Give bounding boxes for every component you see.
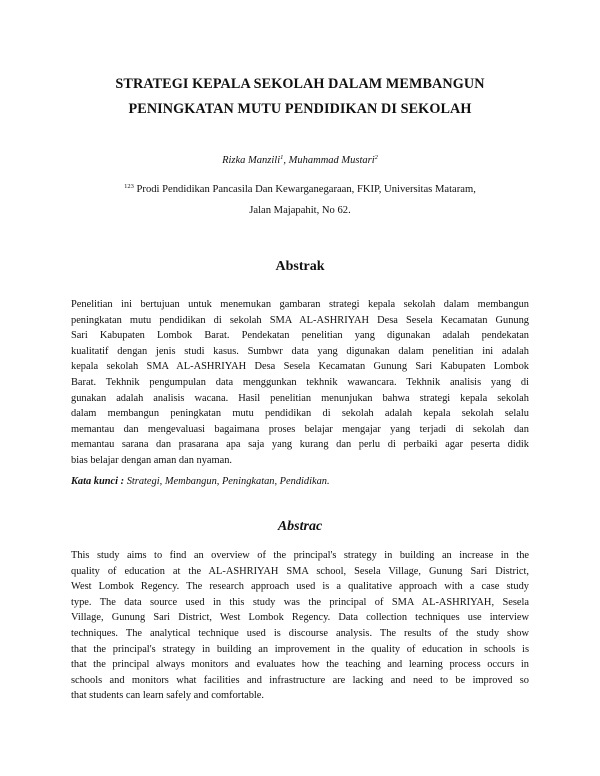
- title-line-1: STRATEGI KEPALA SEKOLAH DALAM MEMBANGUN: [115, 76, 485, 92]
- author-affiliation-marker: 1: [280, 154, 284, 161]
- affiliation: [0, 176, 600, 221]
- author-affiliation-marker: 2: [374, 154, 378, 161]
- abstract-heading: Abstrac: [277, 519, 323, 534]
- abstrak-heading: Abstrak: [275, 259, 325, 274]
- paragraph-line: that the principal always monitors and evaluates how the teaching and learning process occurs in: [71, 659, 529, 671]
- author-name: Muhammad Mustari: [288, 155, 375, 166]
- author-separator: ,: [283, 155, 289, 166]
- keywords-value: Strategi, Membangun, Peningkatan, Pendidikan.: [124, 476, 330, 487]
- affiliation-text: Prodi Pendidikan Pancasila Dan Kewarganegaraan, FKIP, Universitas Mataram,: [133, 184, 476, 195]
- paragraph-line: Barat. Tekhnik pengumpulan data menggunkan tekhnik wawancara. Tekhnik analisis yang di: [71, 376, 529, 388]
- paragraph-line: that students can learn safely and comfortable.: [71, 690, 265, 702]
- title-line-2: PENINGKATAN MUTU PENDIDIKAN DI SEKOLAH: [128, 101, 472, 117]
- paragraph-line: kepala sekolah SMA AL-ASHRIYAH Desa Sesela Kecamatan Gunung Sari Kabupaten Lombok: [71, 361, 529, 373]
- paragraph-line: that the principal's strategy in building an improvement in the quality of education in schools is: [71, 643, 529, 655]
- paragraph-line: techniques. The analytical technique used is discourse analysis. The results of the study show: [71, 627, 529, 639]
- paper-title: [40, 72, 560, 122]
- paragraph-line: Village, Gunung Sari District, West Lombok Regency. Data collection techniques use interview: [71, 612, 529, 624]
- paragraph-line: peningkatan mutu pendidikan di sekolah SMA AL-ASHRIYAH Desa Sesela Kecamatan Gunung: [71, 314, 529, 326]
- paragraph-line: dalam membangun peningkatan mutu pendidikan di sekolah adalah kepala sekolah selalu: [71, 408, 529, 420]
- affiliation-marker: 123: [124, 183, 134, 190]
- paragraph-line: type. The data source used in this study was the principal of SMA AL-ASHRIYAH, Sesela: [71, 596, 529, 608]
- affiliation-line-2: Jalan Majapahit, No 62.: [249, 205, 351, 216]
- paragraph-line: This study aims to find an overview of the principal's strategy in building an increase in the: [71, 550, 529, 561]
- paragraph-line: quality of education at the AL-ASHRIYAH SMA school, Sesela Village, Gunung Sari District,: [71, 565, 529, 577]
- paragraph-line: memantau sarana dan prasarana apa saja yang kurang dan perlu di perbaiki agar peserta didik: [71, 439, 529, 451]
- keywords-label: Kata kunci :: [71, 476, 125, 487]
- paragraph-line: gunakan adalah analisis wacana. Hasil penelitian menunjukan bahwa strategi kepala sekolah: [71, 392, 529, 404]
- paragraph-line: schools and monitors what facilities and infrastructure are lacking and need to be improved so: [71, 674, 529, 686]
- author-list: [0, 151, 600, 168]
- paragraph-line: kualitatif dengan jenis studi kasus. Sumbwr data yang digunakan dalam penelitian ini adalah: [71, 345, 529, 357]
- keywords: [71, 475, 330, 489]
- paragraph-line: West Lombok Regency. The research approach used is a qualitative approach with a case study: [71, 581, 529, 593]
- paragraph-line: bias belajar dengan aman dan nyaman.: [71, 454, 232, 466]
- abstrak-body: [71, 297, 529, 469]
- abstract-body: [71, 548, 529, 704]
- paragraph-line: memantau dan mengevaluasi bagaimana proses belajar mengajar yang terjadi di sekolah dan: [71, 423, 529, 435]
- paragraph-line: Sari Kabupaten Lombok Barat. Pendekatan penelitian yang digunakan adalah pendekatan: [71, 330, 529, 342]
- paragraph-line: Penelitian ini bertujuan untuk menemukan gambaran strategi kepala sekolah dalam membangun: [71, 299, 529, 310]
- affiliation-line-1: [0, 176, 600, 200]
- author-name: Rizka Manzili: [222, 155, 281, 166]
